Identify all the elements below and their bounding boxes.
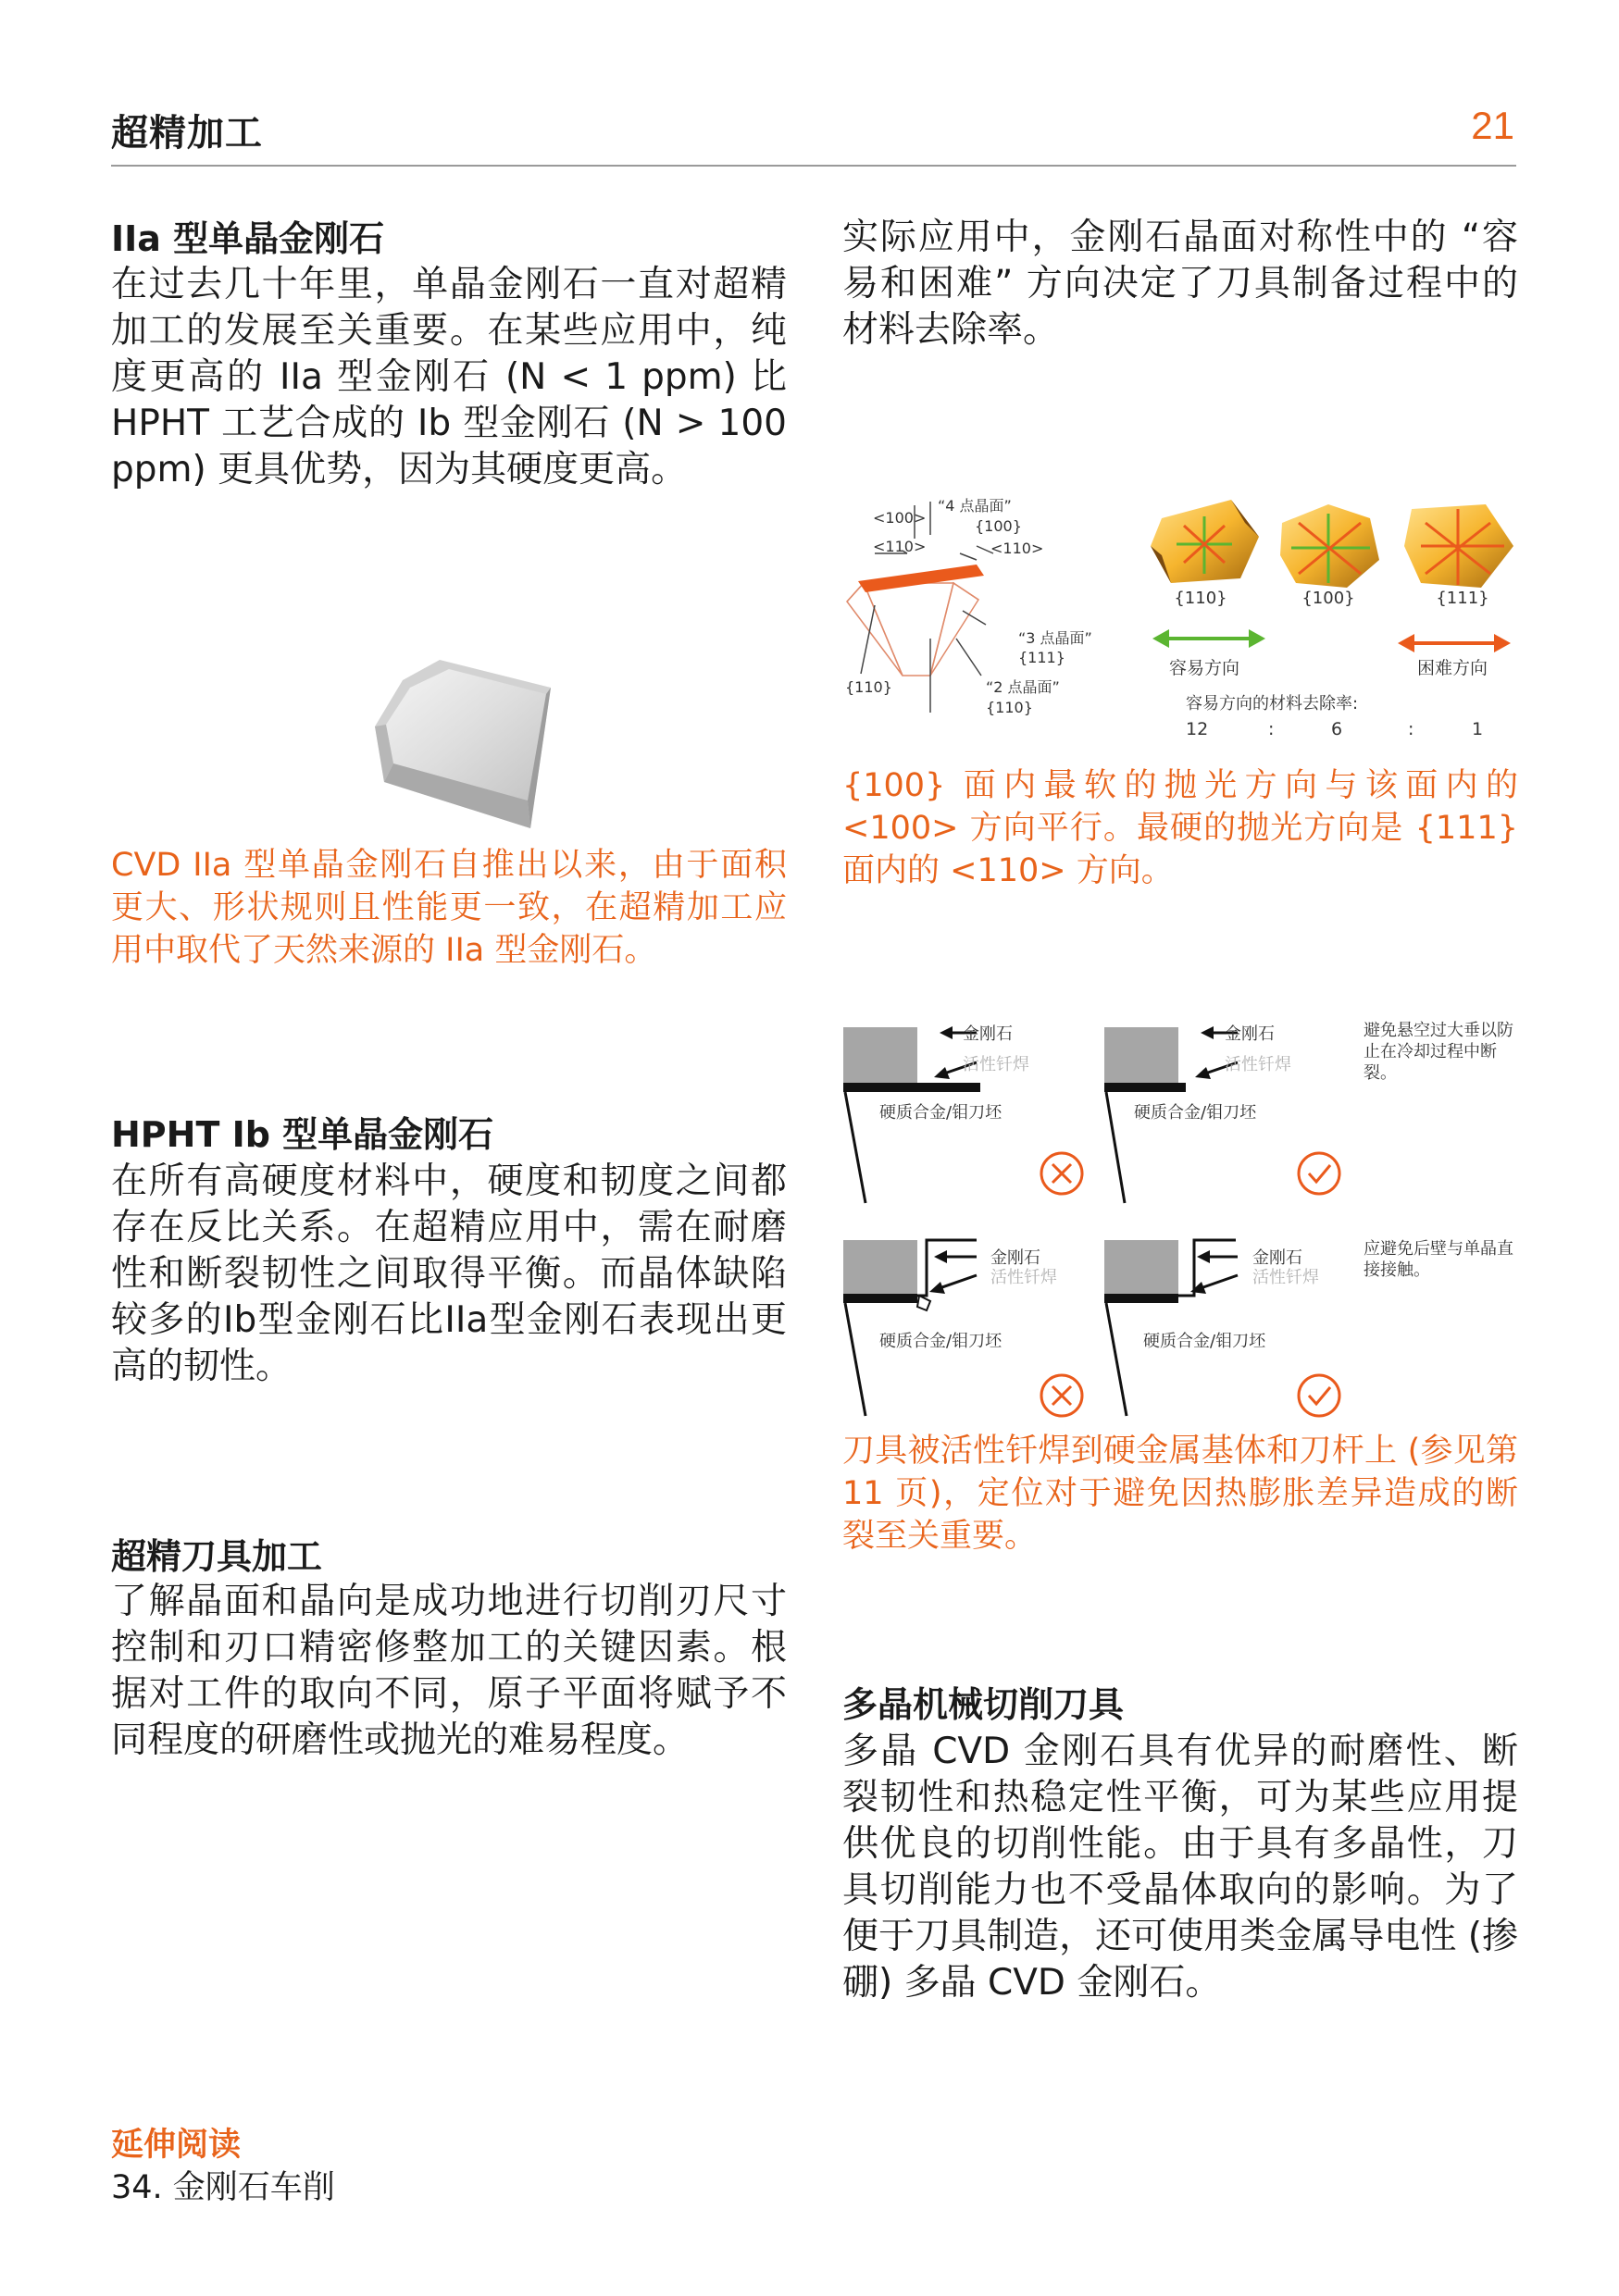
correct-mark-icon [1299, 1153, 1339, 1194]
gem-110-image [1151, 500, 1259, 583]
label-carbide-1: 硬质合金/钼刀坯 [879, 1103, 1003, 1123]
label-3-point-face: “3 点晶面” [1018, 629, 1092, 647]
caption-polishing-direction: {100} 面内最软的抛光方向与该面内的 <100> 方向平行。最硬的抛光方向是 {111} 面内的 <110> 方向。 [842, 767, 1518, 889]
label-4-point-face: “4 点晶面” [938, 497, 1012, 515]
label-111-face: {111} [1018, 649, 1065, 666]
label-solder-1: 活性钎焊 [963, 1055, 1029, 1074]
braze-panel-backwall-right [1104, 1240, 1339, 1416]
crystal-orientation-diagram [838, 490, 1143, 740]
removal-rate-title: 容易方向的材料去除率: [1186, 694, 1359, 714]
brazing-position-diagrams [838, 1018, 1523, 1425]
section-title-iia: IIa 型单晶金刚石 [111, 218, 385, 259]
section-body-iia: 在过去几十年里，单晶金刚石一直对超精加工的发展至关重要。在某些应用中，纯度更高的 IIa 型金刚石 (N < 1 ppm) 比 HPHT 工艺合成的 Ib 型金刚石 (N > 100 ppm) 更具优势，因为其硬度更高。 [111, 264, 787, 490]
braze-panel-overhang-right [1104, 1024, 1339, 1203]
label-diamond-2: 金刚石 [1225, 1024, 1275, 1044]
section-title-polycrystalline: 多晶机械切削刀具 [842, 1684, 1125, 1725]
label-110-direction-right: <110> [990, 540, 1044, 557]
label-carbide-2: 硬质合金/钼刀坯 [1134, 1103, 1257, 1123]
hard-direction-label: 困难方向 [1417, 658, 1488, 678]
braze-panel-overhang-wrong [843, 1024, 1082, 1203]
ratio-value-100: 6 [1331, 719, 1343, 739]
cvd-diamond-plate-image [366, 643, 569, 838]
section-body-tool-processing: 了解晶面和晶向是成功地进行切削刃尺寸控制和刃口精密修整加工的关键因素。根据对工件的取向不同，原子平面将赋予不同程度的研磨性或抛光的难易程度。 [111, 1581, 787, 1761]
gem-label-110: {110} [1174, 589, 1227, 608]
page-number: 21 [1471, 104, 1514, 147]
gem-label-100: {100} [1301, 589, 1355, 608]
braze-panel-backwall-wrong [843, 1240, 1082, 1416]
running-header-title: 超精加工 [111, 112, 263, 155]
label-110-direction-left: <110> [873, 538, 927, 555]
gem-100-image [1280, 504, 1379, 588]
section-body-hpht: 在所有高硬度材料中，硬度和韧度之间都存在反比关系。在超精应用中，需在耐磨性和断裂韧性之间取得平衡。而晶体缺陷较多的Ib型金刚石比IIa型金刚石表现出更高的韧性。 [111, 1160, 787, 1387]
ratio-value-111: 1 [1472, 719, 1484, 739]
section-title-tool-processing: 超精刀具加工 [111, 1536, 323, 1577]
label-carbide-4: 硬质合金/钼刀坯 [1143, 1332, 1266, 1351]
label-100-direction: <100> [873, 509, 927, 527]
label-2-point-face: “2 点晶面” [986, 678, 1060, 696]
hard-direction-arrow [1398, 634, 1511, 652]
caption-brazing: 刀具被活性钎焊到硬金属基体和刀杆上 (参见第 11 页)，定位对于避免因热膨胀差异造成的断裂至关重要。 [842, 1433, 1518, 1555]
section-title-hpht: HPHT Ib 型单晶金刚石 [111, 1114, 494, 1155]
section-body-polycrystalline: 多晶 CVD 金刚石具有优异的耐磨性、断裂韧性和热稳定性平衡，可为某些应用提供优良的切削性能。由于具有多晶性，刀具切削能力也不受晶体取向的影响。为了便于刀具制造，还可使用类金属导电性 (掺硼) 多晶 CVD 金刚石。 [842, 1731, 1518, 2004]
correct-mark-icon-2 [1299, 1375, 1339, 1416]
label-110-face-bottom: {110} [986, 699, 1033, 716]
label-solder-4: 活性钎焊 [1252, 1268, 1319, 1287]
ratio-value-110: 12 [1186, 719, 1209, 739]
label-diamond-4: 金刚石 [1252, 1248, 1302, 1268]
ratio-sep-2: : [1408, 719, 1414, 739]
gem-111-image [1404, 504, 1513, 588]
label-110-face-left: {110} [845, 678, 892, 696]
label-100-face: {100} [975, 517, 1022, 535]
note-overhang: 避免悬空过大垂以防止在冷却过程中断裂。 [1364, 1021, 1513, 1083]
label-diamond-1: 金刚石 [963, 1024, 1013, 1044]
label-solder-3: 活性钎焊 [990, 1268, 1057, 1287]
label-carbide-3: 硬质合金/钼刀坯 [879, 1332, 1003, 1351]
label-diamond-3: 金刚石 [990, 1248, 1040, 1268]
gem-label-111: {111} [1436, 589, 1489, 608]
gem-polishing-directions [1143, 481, 1523, 750]
caption-cvd-iia: CVD IIa 型单晶金刚石自推出以来，由于面积更大、形状规则且性能更一致，在超精加工应用中取代了天然来源的 IIa 型金刚石。 [111, 847, 787, 969]
further-reading-link[interactable]: 34. 金刚石车削 [111, 2169, 335, 2206]
further-reading-title: 延伸阅读 [111, 2127, 242, 2164]
ratio-sep-1: : [1268, 719, 1275, 739]
note-backwall: 应避免后壁与单晶直接接触。 [1364, 1239, 1513, 1280]
header-divider [111, 165, 1516, 167]
easy-direction-label: 容易方向 [1169, 658, 1240, 678]
easy-direction-arrow [1152, 629, 1265, 648]
intro-paragraph: 实际应用中，金刚石晶面对称性中的 “容易和困难” 方向决定了刀具制备过程中的材料去除率。 [842, 217, 1518, 351]
label-solder-2: 活性钎焊 [1225, 1055, 1291, 1074]
